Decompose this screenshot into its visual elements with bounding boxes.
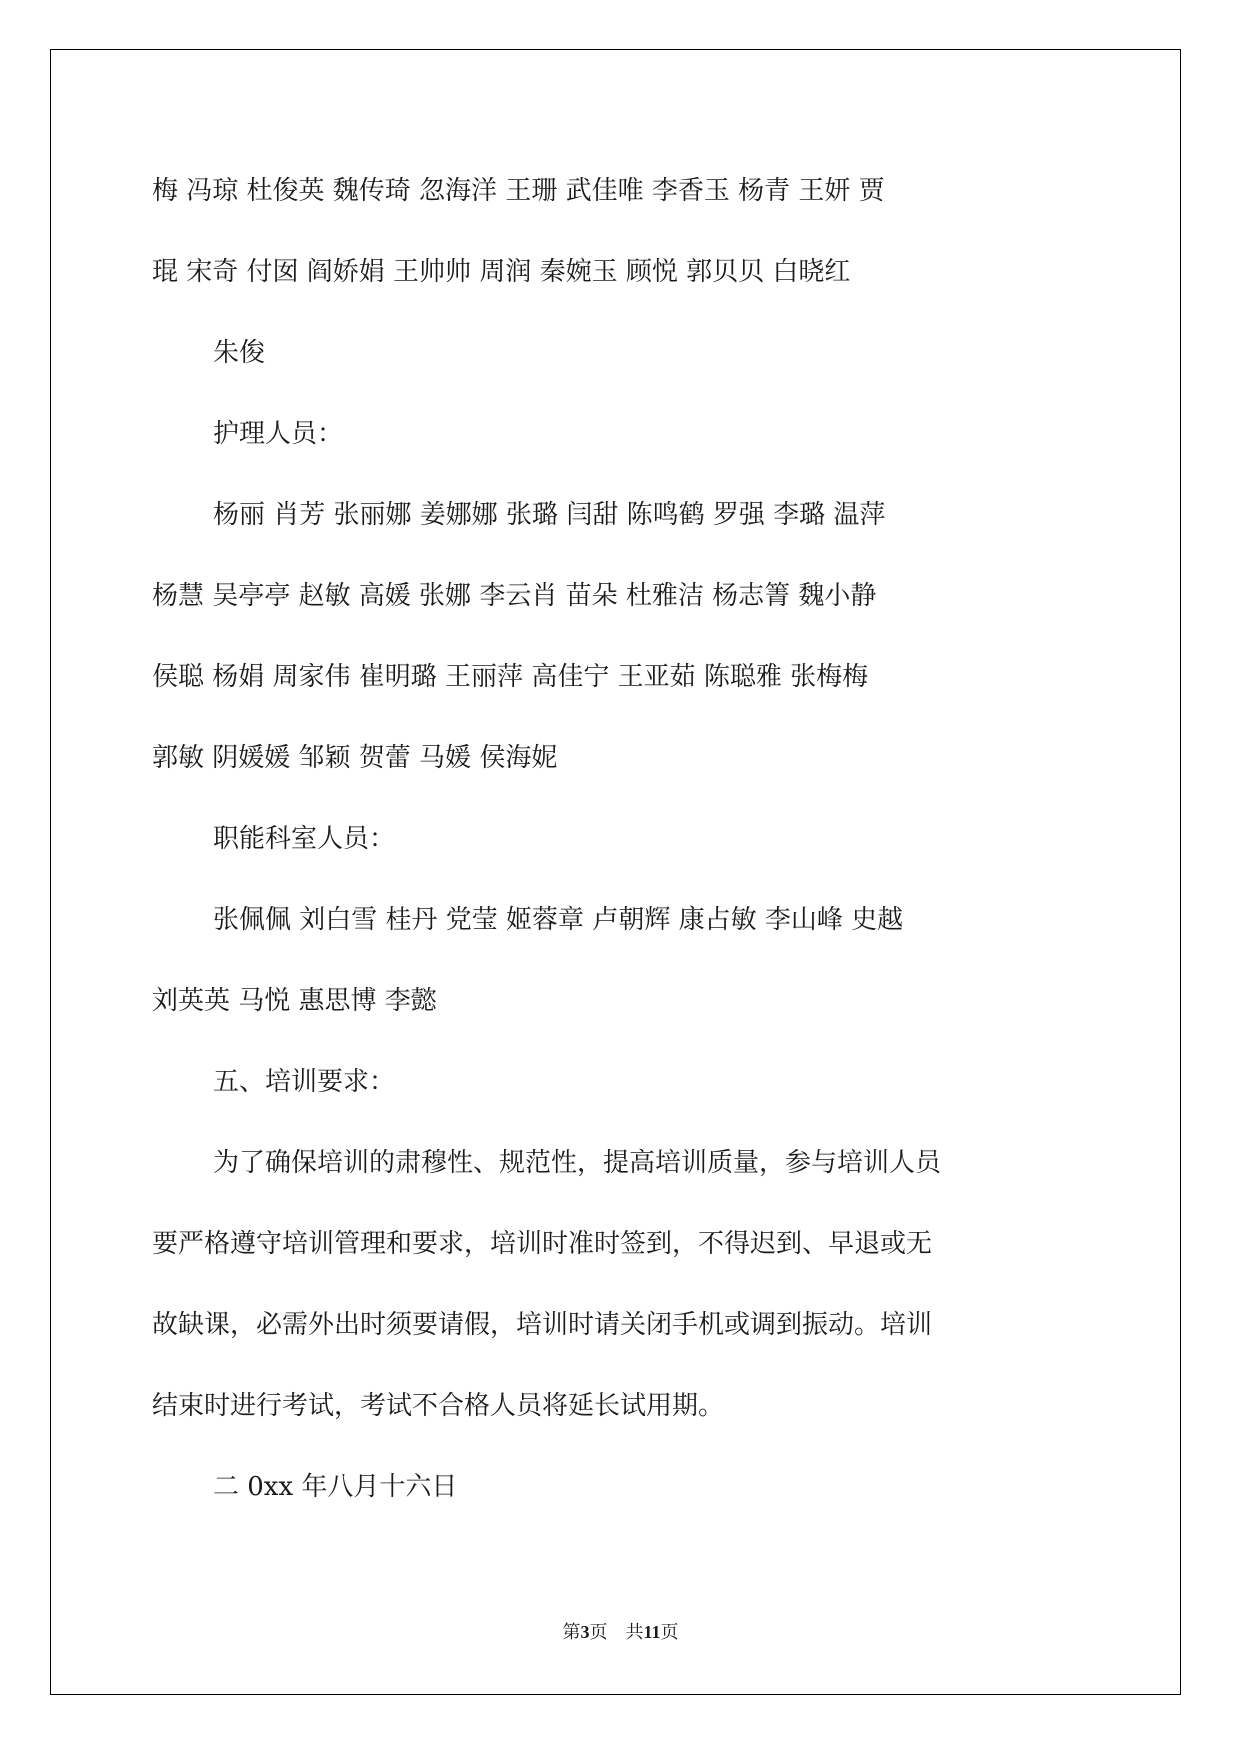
footer-total-prefix: 共 bbox=[625, 1622, 644, 1642]
footer-total-pages: 11 bbox=[643, 1622, 661, 1642]
body-line-15: 故缺课，必需外出时须要请假，培训时请关闭手机或调到振动。培训 bbox=[152, 1310, 933, 1340]
body-line-13: 为了确保培训的肃穆性、规范性，提高培训质量，参与培训人员 bbox=[213, 1148, 942, 1178]
footer-page-number: 3 bbox=[580, 1622, 590, 1642]
body-line-10: 张佩佩 刘白雪 桂丹 党莹 姬蓉章 卢朝辉 康占敏 李山峰 史越 bbox=[213, 905, 904, 935]
footer-prefix: 第 bbox=[562, 1622, 581, 1642]
section-heading-nursing: 护理人员： bbox=[213, 419, 344, 449]
body-line-14: 要严格遵守培训管理和要求，培训时准时签到，不得迟到、早退或无 bbox=[152, 1229, 933, 1259]
body-line-2: 琨 宋奇 付囡 阎娇娟 王帅帅 周润 秦婉玉 顾悦 郭贝贝 白晓红 bbox=[152, 257, 851, 287]
body-line-1: 梅 冯琼 杜俊英 魏传琦 忽海洋 王珊 武佳唯 李香玉 杨青 王妍 贾 bbox=[152, 176, 885, 206]
page-border bbox=[50, 49, 1181, 1695]
body-line-8: 郭敏 阴媛媛 邹颖 贺蕾 马媛 侯海妮 bbox=[152, 743, 558, 773]
body-line-7: 侯聪 杨娟 周家伟 崔明璐 王丽萍 高佳宁 王亚茹 陈聪雅 张梅梅 bbox=[152, 662, 869, 692]
document-date: 二 0xx 年八月十六日 bbox=[213, 1472, 458, 1502]
page-footer bbox=[0, 1618, 1241, 1644]
footer-total-suffix: 页 bbox=[660, 1622, 679, 1642]
body-line-6: 杨慧 吴亭亭 赵敏 高媛 张娜 李云肖 苗朵 杜雅洁 杨志箐 魏小静 bbox=[152, 581, 877, 611]
section-heading-training-requirements: 五、培训要求： bbox=[213, 1067, 396, 1097]
body-line-3: 朱俊 bbox=[213, 338, 266, 368]
body-line-5: 杨丽 肖芳 张丽娜 姜娜娜 张璐 闫甜 陈鸣鹤 罗强 李璐 温萍 bbox=[213, 500, 886, 530]
body-line-16: 结束时进行考试，考试不合格人员将延长试用期。 bbox=[152, 1391, 725, 1421]
body-line-11: 刘英英 马悦 惠思博 李懿 bbox=[152, 986, 437, 1016]
section-heading-functional: 职能科室人员： bbox=[213, 824, 396, 854]
footer-page-suffix: 页 bbox=[589, 1622, 608, 1642]
